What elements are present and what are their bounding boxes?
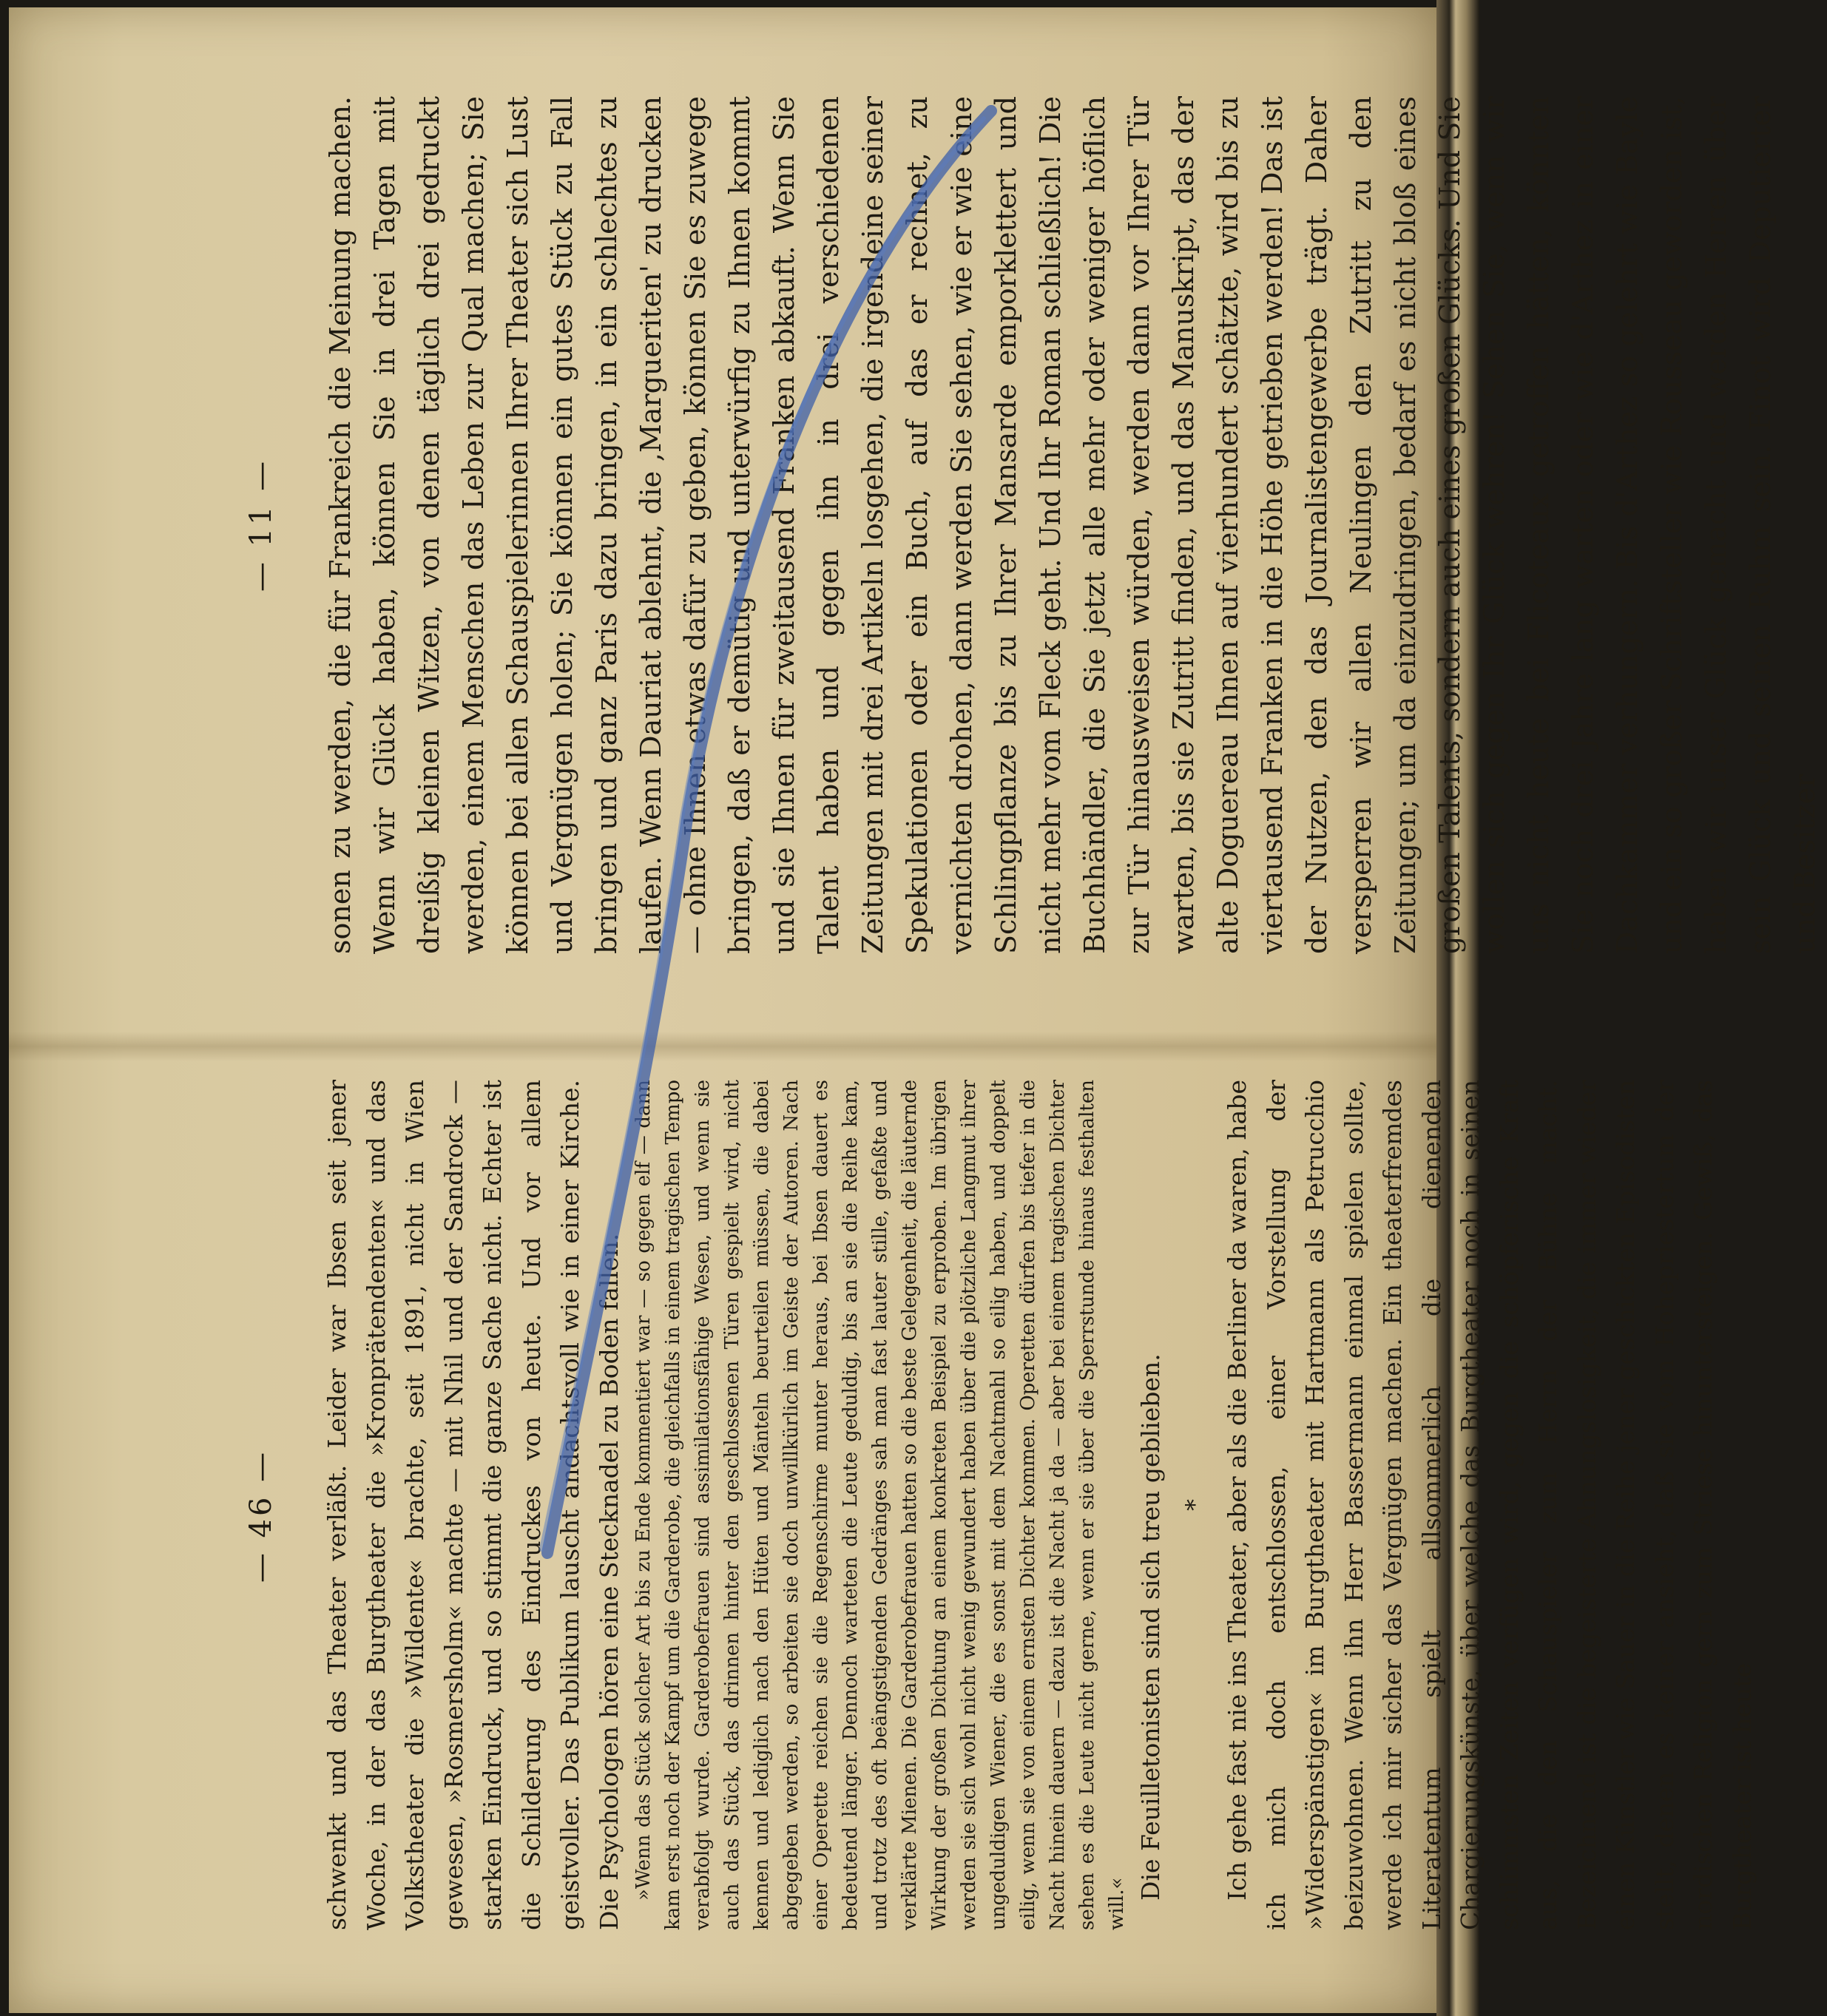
page-11 [111,67,1821,984]
page-11-text [318,96,1827,954]
page-46-text-2 [1132,1080,1762,1930]
page-46-text [318,1080,629,1930]
paragraph: Ich gehe fast nie ins Theater, aber als die Berliner da waren, habe ich mich doch entschlossen, einer Vorstellung der »Widerspänstigen« im Burgtheater mit Hartmann als Petrucchio beizuwohnen. Wenn ihn Herr Bassermann einmal spielen sollte, werde ich mir sicher das Vergnügen machen. Ein theaterfremdes Literatentum spielt allsommerlich die dienenden Chargierungskünste, über welche das Burgtheater noch in seinen schlimmsten Zeiten verfügen wird, gegen die schöpferische Kraft aus, die den Schauspieler zum Herrn der Bühne macht. Bezeichnend ist die begeisterte Ahnungslosigkeit, die immer wieder einen Künstler wie Sauer in die Reihe jener geschickten Episodisten stellt, denen es keiner ansieht, daß sie vom Hohepriestertum der nordischen Religion gern zum Striese hinuntersteigen. Gewiß, das Burgtheater ist heute [1223,1080,1757,1930]
page-number-11: — 11 — [244,458,278,592]
page-number-46: — 46 — [244,1449,278,1583]
paragraph: schwenkt und das Theater verläßt. Leider war Ibsen seit jener Woche, in der das Burgtheater die »Kronprätendenten« und das Volkstheater die »Wildente« brachte, seit 1891, nicht in Wien gewesen, »Rosmersholm« machte — mit Nhil und der Sandrock — starken Eindruck, und so stimmt die ganze Sache nicht. Echter ist die Schilderung des Eindruckes von heute. Und vor allem geistvoller. Das Publikum lauscht andachtsvoll wie in einer Kirche. Die Psychologen hören eine Stecknadel zu Boden fallen. [322,1080,624,1930]
section-star: * [1180,1499,1209,1511]
quote-paragraph: »Wenn das Stück solcher Art bis zu Ende kommentiert war — so gegen elf — dann kam erst noch der Kampf um die Garderobe, die gleichfalls in einem tragischen Tempo verabfolgt wurde. Garderobefrauen sind assimilationsfähige Wesen, und wenn sie auch das Stück, das drinnen hinter den geschlossenen Türen gespielt wird, nicht kennen und lediglich nach den Hüten und Mänteln beurteilen müssen, die dabei abgegeben werden, so arbeiten sie doch unwillkürlich im Geiste der Autoren. Nach einer Operette reichen sie die Regenschirme munter heraus, bei Ibsen dauert es bedeutend länger. Dennoch warteten die Leute geduldig, bis an sie die Reihe kam, und trotz des oft beängstigenden Gedränges sah man fast lauter stille, gefaßte und verklärte Mienen. Die Garderobefrauen hatten so die beste Gelegenheit, die läuternde Wirkung der großen Dichtung an einem konkreten Beispiel zu erproben. Im übrigen werden sie sich wohl nicht wenig gewundert haben über die plötzliche Langmut ihrer ungeduldigen Wiener, die es sonst mit dem Nachtmahl so eilig haben, und doppelt eilig, wenn sie von einem ernsten Dichter kommen. Operetten dürfen bis tiefer in die Nacht hinein dauern — dazu ist die Nacht ja da — aber bei einem tragischen Dichter sehen es die Leute nicht gerne, wenn er sie über die Sperrstunde hinaus festhalten will.« [632,1080,1128,1930]
rotated-spread [111,52,1821,1975]
paragraph: sonen zu werden, die für Frankreich die Meinung machen. Wenn wir Glück haben, können Sie in drei Tagen mit dreißig kleinen Witzen, von denen täglich drei gedruckt werden, einem Menschen das Leben zur Qual machen; Sie können bei allen Schauspielerinnen Ihrer Theater sich Lust und Vergnügen holen; Sie können ein gutes Stück zu Fall bringen und ganz Paris dazu bringen, in ein schlechtes zu laufen. Wenn Dauriat ablehnt, die ,Margueriten' zu drucken — ohne Ihnen etwas dafür zu geben, können Sie es zuwege bringen, daß er demütig und unterwürfig zu Ihnen kommt und sie Ihnen für zweitausend Franken abkauft. Wenn Sie Talent haben und gegen ihn in drei verschiedenen Zeitungen mit drei Artikeln losgehen, die irgendeine seiner Spekulationen oder ein Buch, auf das er rechnet, zu vernichten drohen, dann werden Sie sehen, wie er wie eine Schlingpflanze bis zu Ihrer Mansarde emporklettert und nicht mehr vom Fleck geht. Und Ihr Roman schließlich! Die Buchhändler, die Sie jetzt alle mehr oder weniger höflich zur Tür hinausweisen würden, werden dann vor Ihrer Tür warten, bis sie Zutritt finden, und das Manuskript, das der alte Doguereau Ihnen auf vierhundert schätzte, wird bis zu viertausend Franken in die Höhe getrieben werden! Das ist der Nutzen, den das Journalistengewerbe trägt. Daher versperren wir allen Neulingen den Zutritt zu den Zeitungen; um da einzudringen, bedarf es nicht bloß eines großen Talents, sondern auch eines großen Glücks. Und Sie wollen sich gegen Ihr Glück wehren! Sehen Sie, wenn wir uns nicht heute bei Flicoteaux getroffen hätten, könnten Sie noch drei Jahre lang warten oder wie d'Arthez in einer Dachkammer verhungern. Bis d'Arthez so gelehrt wie Bayle und ein so großer Schriftsteller wie Rousseau geworden ist, haben wir unser Glück gemacht und werden Herren über sein Glück und seinen Ruhm sein. Finot wird Deputierter und Besitzer [324,96,1821,954]
page-46 [111,1058,1757,1975]
paragraph: Die Feuilletonisten sind sich treu geblieben. [1136,1353,1165,1901]
quote-block [629,1080,1132,1930]
